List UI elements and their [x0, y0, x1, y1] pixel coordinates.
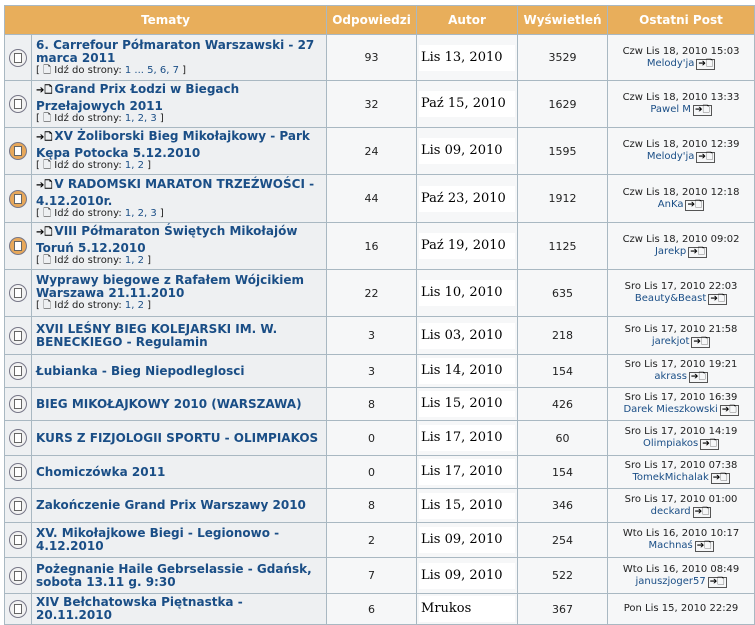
new-post-icon[interactable]: ➔🗋 — [36, 179, 53, 191]
replies-count: 7 — [327, 558, 416, 593]
last-post-cell — [608, 270, 754, 316]
topic-folder-icon — [9, 429, 27, 447]
last-post-date: Wto Lis 16, 2010 08:49 — [622, 563, 740, 575]
views-count: 635 — [518, 270, 607, 316]
goto-label: [ 🗋 Idź do strony: — [36, 255, 125, 266]
topic-title-line — [36, 432, 322, 445]
topic-title-line — [36, 527, 322, 553]
last-post-link-icon[interactable]: ➔🗋 — [721, 405, 737, 415]
author-value: Lis 13, 2010 — [419, 45, 515, 71]
topic-cell — [32, 388, 326, 420]
topic-icon-cell — [5, 456, 31, 488]
author-value: Lis 10, 2010 — [419, 280, 515, 306]
views-count: 1912 — [518, 175, 607, 222]
goto-suffix: ] — [143, 300, 152, 311]
last-post-date: Wto Lis 16, 2010 10:17 — [622, 528, 740, 539]
last-post-user-line — [608, 104, 754, 116]
page-links[interactable]: 1, 2, 3 — [124, 113, 157, 124]
goto-pages — [36, 208, 322, 220]
col-header-replies[interactable]: Odpowiedzi — [327, 6, 416, 34]
table-row — [5, 175, 754, 222]
topic-folder-icon — [9, 237, 27, 255]
last-post-date: Pon Lis 15, 2010 22:29 — [623, 603, 739, 614]
author-cell — [417, 421, 517, 455]
topic-cell — [32, 456, 326, 488]
last-post-cell — [608, 558, 754, 593]
last-post-link-icon[interactable]: ➔🗋 — [709, 576, 725, 587]
topic-icon-cell — [5, 128, 31, 174]
topic-icon-cell — [5, 421, 31, 455]
author-value: Paź 19, 2010 — [419, 233, 515, 259]
replies-count: 6 — [327, 594, 416, 624]
replies-count: 16 — [327, 223, 416, 269]
topic-title-link[interactable]: VIII Półmaraton Świętych Mikołajów Toruń 5.12.2010 — [36, 224, 298, 255]
author-value: Lis 09, 2010 — [419, 527, 515, 553]
topic-cell — [32, 594, 326, 624]
goto-pages — [36, 65, 322, 77]
table-row — [5, 388, 754, 420]
last-post-link-icon[interactable]: ➔🗋 — [694, 506, 710, 517]
last-post-link-icon[interactable]: ➔🗋 — [710, 294, 726, 304]
table-row — [5, 456, 754, 488]
topic-title-line — [36, 178, 322, 208]
topic-cell — [32, 523, 326, 557]
last-post-user-line — [608, 293, 754, 305]
topic-title-line — [36, 225, 322, 255]
topic-title-link[interactable]: V RADOMSKI MARATON TRZEŹWOŚCI - 4.12.2010r. — [36, 176, 315, 208]
last-post-date: Sro Lis 17, 2010 22:03 — [624, 281, 738, 292]
replies-count: 8 — [327, 388, 416, 420]
author-cell — [417, 35, 517, 80]
replies-count: 22 — [327, 270, 416, 316]
views-count: 1595 — [518, 128, 607, 174]
views-count: 1125 — [518, 223, 607, 269]
replies-count: 32 — [327, 81, 416, 127]
last-post-user-line — [608, 336, 754, 348]
author-cell — [417, 456, 517, 488]
author-value: Lis 17, 2010 — [419, 425, 515, 451]
table-row — [5, 421, 754, 455]
topic-title-link[interactable]: Łubianka - Bieg Niepodleglosci — [36, 363, 245, 378]
last-post-link-icon[interactable]: ➔🗋 — [712, 473, 728, 483]
replies-count: 93 — [327, 35, 416, 80]
last-post-user[interactable]: akrass — [654, 371, 687, 382]
last-post-cell — [608, 81, 754, 127]
author-cell — [417, 175, 517, 222]
last-post-link-icon[interactable]: ➔🗋 — [694, 105, 710, 115]
last-post-user-line — [608, 199, 754, 211]
replies-count: 44 — [327, 175, 416, 222]
last-post-link-icon[interactable]: ➔🗋 — [698, 58, 714, 69]
goto-label: [ 🗋 Idź do strony: — [36, 300, 125, 311]
views-count: 154 — [518, 456, 607, 488]
topic-title-line — [36, 274, 322, 300]
page-links[interactable]: 1, 2 — [124, 255, 144, 266]
page-links[interactable]: 1, 2 — [124, 300, 144, 311]
topic-cell — [32, 81, 326, 127]
table-row — [5, 128, 754, 174]
last-post-date: Czw Lis 18, 2010 15:03 — [622, 45, 740, 57]
last-post-date: Czw Lis 18, 2010 09:02 — [622, 234, 740, 245]
last-post-user-line — [608, 151, 754, 163]
last-post-cell — [608, 128, 754, 174]
table-row — [5, 223, 754, 269]
author-cell — [417, 489, 517, 522]
replies-count: 0 — [327, 421, 416, 455]
author-value: Paź 15, 2010 — [419, 91, 515, 117]
last-post-link-icon[interactable]: ➔🗋 — [702, 439, 717, 449]
last-post-user-line — [608, 404, 754, 416]
goto-suffix: ] — [143, 160, 152, 171]
table-row — [5, 270, 754, 316]
last-post-cell — [608, 175, 754, 222]
table-row — [5, 35, 754, 80]
topic-title-link[interactable]: XV Żoliborski Bieg Mikołajkowy - Park Kępa Potocka 5.12.2010 — [36, 129, 310, 160]
author-cell — [417, 270, 517, 316]
table-row — [5, 355, 754, 387]
last-post-cell — [608, 456, 754, 488]
new-post-icon[interactable]: ➔🗋 — [36, 132, 53, 143]
topic-folder-icon — [9, 395, 27, 413]
last-post-cell — [608, 317, 754, 354]
last-post-user[interactable]: Melody'ja — [646, 57, 695, 69]
goto-suffix: ] — [156, 113, 164, 124]
topic-icon-cell — [5, 175, 31, 222]
author-value: Lis 03, 2010 — [419, 323, 515, 349]
author-value: Mrukos — [419, 596, 515, 622]
topic-cell — [32, 270, 326, 316]
topic-title-link[interactable]: XVII LEŚNY BIEG KOLEJARSKI IM. W. BENECKIEGO - Regulamin — [36, 321, 278, 349]
col-header-author[interactable]: Autor — [417, 6, 517, 34]
col-header-last-post[interactable]: Ostatni Post — [608, 6, 754, 34]
goto-pages — [36, 113, 322, 125]
author-value: Lis 15, 2010 — [419, 391, 515, 417]
replies-count: 0 — [327, 456, 416, 488]
topic-folder-icon — [9, 327, 27, 345]
topic-title-line — [36, 323, 322, 349]
last-post-link-icon[interactable]: ➔🗋 — [696, 541, 712, 551]
views-count: 154 — [518, 355, 607, 387]
author-value: Paź 23, 2010 — [419, 186, 515, 212]
topic-icon-cell — [5, 270, 31, 316]
author-cell — [417, 523, 517, 557]
last-post-link-icon[interactable]: ➔🗋 — [687, 199, 703, 210]
table-row — [5, 594, 754, 624]
page-links[interactable]: 1, 2, 3 — [124, 207, 157, 219]
last-post-cell — [608, 223, 754, 269]
last-post-date: Sro Lis 17, 2010 19:21 — [624, 359, 738, 370]
last-post-cell — [608, 489, 754, 522]
topic-folder-icon — [9, 190, 27, 208]
author-cell — [417, 317, 517, 354]
last-post-user-line — [608, 540, 754, 552]
last-post-user-line — [608, 58, 754, 70]
topic-title-link[interactable]: Pożegnanie Haile Gebrselassie - Gdańsk, sobota 13.11 g. 9:30 — [36, 561, 312, 589]
topic-title-line — [36, 83, 322, 113]
goto-label: [ 🗋 Idź do strony: — [36, 64, 125, 76]
author-cell — [417, 355, 517, 387]
topic-folder-icon — [9, 49, 27, 67]
author-value: Lis 15, 2010 — [419, 493, 515, 519]
topic-title-line — [36, 596, 322, 622]
topic-folder-icon — [9, 600, 27, 618]
last-post-user-line — [608, 438, 754, 450]
topic-folder-icon — [9, 95, 27, 113]
last-post-link-icon[interactable]: ➔🗋 — [698, 152, 714, 162]
table-row — [5, 523, 754, 557]
topic-cell — [32, 421, 326, 455]
topic-cell — [32, 223, 326, 269]
goto-pages — [36, 255, 322, 267]
last-post-link-icon[interactable]: ➔🗋 — [690, 247, 706, 257]
topic-title-link[interactable]: Wyprawy biegowe z Rafałem Wójcikiem Warszawa 21.11.2010 — [36, 273, 305, 300]
topic-title-link[interactable]: Zakończenie Grand Prix Warszawy 2010 — [36, 498, 306, 512]
last-post-date: Sro Lis 17, 2010 07:38 — [624, 460, 738, 471]
goto-label: [ 🗋 Idź do strony: — [36, 207, 125, 219]
views-count: 426 — [518, 388, 607, 420]
last-post-user[interactable]: Jarekp — [654, 246, 687, 257]
views-count: 522 — [518, 558, 607, 593]
author-cell — [417, 81, 517, 127]
topic-icon-cell — [5, 81, 31, 127]
topic-folder-icon — [9, 567, 27, 585]
views-count: 1629 — [518, 81, 607, 127]
last-post-date: Czw Lis 18, 2010 13:33 — [622, 92, 740, 103]
topic-title-link[interactable]: 6. Carrefour Półmaraton Warszawski - 27 marca 2011 — [36, 37, 315, 65]
author-cell — [417, 223, 517, 269]
author-value: Lis 09, 2010 — [419, 138, 515, 164]
topic-title-link[interactable]: Chomiczówka 2011 — [36, 464, 166, 479]
topic-cell — [32, 558, 326, 593]
last-post-cell — [608, 388, 754, 420]
replies-count: 24 — [327, 128, 416, 174]
topics-table — [4, 5, 755, 625]
goto-suffix: ] — [156, 207, 164, 219]
replies-count: 3 — [327, 355, 416, 387]
topic-cell — [32, 355, 326, 387]
topic-icon-cell — [5, 558, 31, 593]
last-post-date: Czw Lis 18, 2010 12:39 — [622, 139, 740, 150]
goto-suffix: ] — [143, 255, 152, 266]
topic-title-link[interactable]: BIEG MIKOŁAJKOWY 2010 (WARSZAWA) — [36, 396, 302, 411]
goto-suffix: ] — [178, 64, 187, 76]
last-post-user-line — [608, 246, 754, 258]
last-post-user[interactable]: deckard — [650, 505, 691, 517]
topic-title-link[interactable]: XV. Mikołajkowe Biegi - Legionowo - 4.12.2010 — [36, 526, 280, 553]
last-post-cell — [608, 594, 754, 624]
author-cell — [417, 128, 517, 174]
topic-title-line — [36, 563, 322, 589]
table-row — [5, 489, 754, 522]
col-header-views[interactable]: Wyświetleń — [518, 6, 607, 34]
topic-folder-icon — [9, 284, 27, 302]
page-links[interactable]: 1 ... 5, 6, 7 — [124, 64, 179, 76]
topic-title-link[interactable]: XIV Bełchatowska Piętnastka - 20.11.2010 — [36, 595, 243, 622]
topic-cell — [32, 35, 326, 80]
topic-title-line — [36, 466, 322, 479]
last-post-user-line — [608, 576, 754, 588]
author-cell — [417, 388, 517, 420]
replies-count: 2 — [327, 523, 416, 557]
topic-icon-cell — [5, 35, 31, 80]
topic-icon-cell — [5, 594, 31, 624]
author-value: Lis 17, 2010 — [419, 459, 515, 485]
topic-title-line — [36, 130, 322, 160]
views-count: 346 — [518, 489, 607, 522]
last-post-cell — [608, 421, 754, 455]
last-post-cell — [608, 35, 754, 80]
last-post-user[interactable]: Melody'ja — [646, 151, 695, 162]
topic-title-link[interactable]: Grand Prix Łodzi w Biegach Przełajowych 2011 — [36, 82, 240, 113]
last-post-date: Sro Lis 17, 2010 16:39 — [624, 392, 738, 403]
topic-cell — [32, 489, 326, 522]
last-post-user[interactable]: Beauty&Beast — [634, 293, 707, 304]
author-cell — [417, 558, 517, 593]
author-value: Lis 14, 2010 — [419, 358, 515, 384]
new-post-icon[interactable]: ➔🗋 — [36, 227, 53, 238]
topic-cell — [32, 175, 326, 222]
last-post-date: Sro Lis 17, 2010 01:00 — [624, 493, 738, 505]
topic-title-line — [36, 398, 322, 411]
last-post-user[interactable]: jarekjot — [651, 335, 690, 347]
topic-title-line — [36, 39, 322, 65]
topic-folder-icon — [9, 362, 27, 380]
last-post-user[interactable]: Machnaś — [648, 540, 693, 551]
last-post-user[interactable]: AnKa — [657, 198, 684, 210]
topic-icon-cell — [5, 317, 31, 354]
replies-count: 3 — [327, 317, 416, 354]
last-post-user[interactable]: januszjoger57 — [635, 575, 706, 587]
topic-icon-cell — [5, 355, 31, 387]
views-count: 3529 — [518, 35, 607, 80]
topic-cell — [32, 128, 326, 174]
last-post-cell — [608, 355, 754, 387]
last-post-user-line — [608, 506, 754, 518]
replies-count: 8 — [327, 489, 416, 522]
table-row — [5, 317, 754, 354]
views-count: 367 — [518, 594, 607, 624]
last-post-link-icon[interactable]: ➔🗋 — [693, 336, 709, 347]
last-post-user[interactable]: TomekMichalak — [632, 472, 709, 483]
last-post-user[interactable]: Darek Mieszkowski — [623, 404, 718, 415]
topic-folder-icon — [9, 463, 27, 481]
col-header-topics[interactable]: Tematy — [5, 6, 326, 34]
last-post-cell — [608, 523, 754, 557]
goto-label: [ 🗋 Idź do strony: — [36, 160, 125, 171]
new-post-icon[interactable]: ➔🗋 — [36, 85, 53, 96]
last-post-user[interactable]: Olimpiakos — [643, 438, 699, 449]
last-post-user-line — [608, 472, 754, 484]
topic-title-line — [36, 499, 322, 512]
goto-label: [ 🗋 Idź do strony: — [36, 113, 125, 124]
goto-pages — [36, 300, 322, 312]
topic-icon-cell — [5, 388, 31, 420]
last-post-user[interactable]: Pawel M — [650, 104, 691, 115]
last-post-link-icon[interactable]: ➔🗋 — [690, 372, 706, 382]
topic-title-link[interactable]: KURS Z FIZJOLOGII SPORTU - OLIMPIAKOS — [36, 430, 319, 445]
table-row — [5, 81, 754, 127]
topic-title-line — [36, 365, 322, 378]
page-links[interactable]: 1, 2 — [124, 160, 144, 171]
topic-icon-cell — [5, 223, 31, 269]
topic-icon-cell — [5, 489, 31, 522]
table-header — [5, 6, 754, 34]
views-count: 254 — [518, 523, 607, 557]
last-post-user-line — [608, 371, 754, 383]
views-count: 60 — [518, 421, 607, 455]
author-value: Lis 09, 2010 — [419, 563, 515, 589]
topic-folder-icon — [9, 142, 27, 160]
last-post-date: Sro Lis 17, 2010 14:19 — [624, 426, 738, 437]
table-row — [5, 558, 754, 593]
author-cell — [417, 594, 517, 624]
last-post-date: Czw Lis 18, 2010 12:18 — [622, 186, 740, 198]
goto-pages — [36, 160, 322, 172]
last-post-date: Sro Lis 17, 2010 21:58 — [624, 323, 738, 335]
topic-cell — [32, 317, 326, 354]
topic-folder-icon — [9, 531, 27, 549]
topic-folder-icon — [9, 497, 27, 515]
topic-icon-cell — [5, 523, 31, 557]
views-count: 218 — [518, 317, 607, 354]
